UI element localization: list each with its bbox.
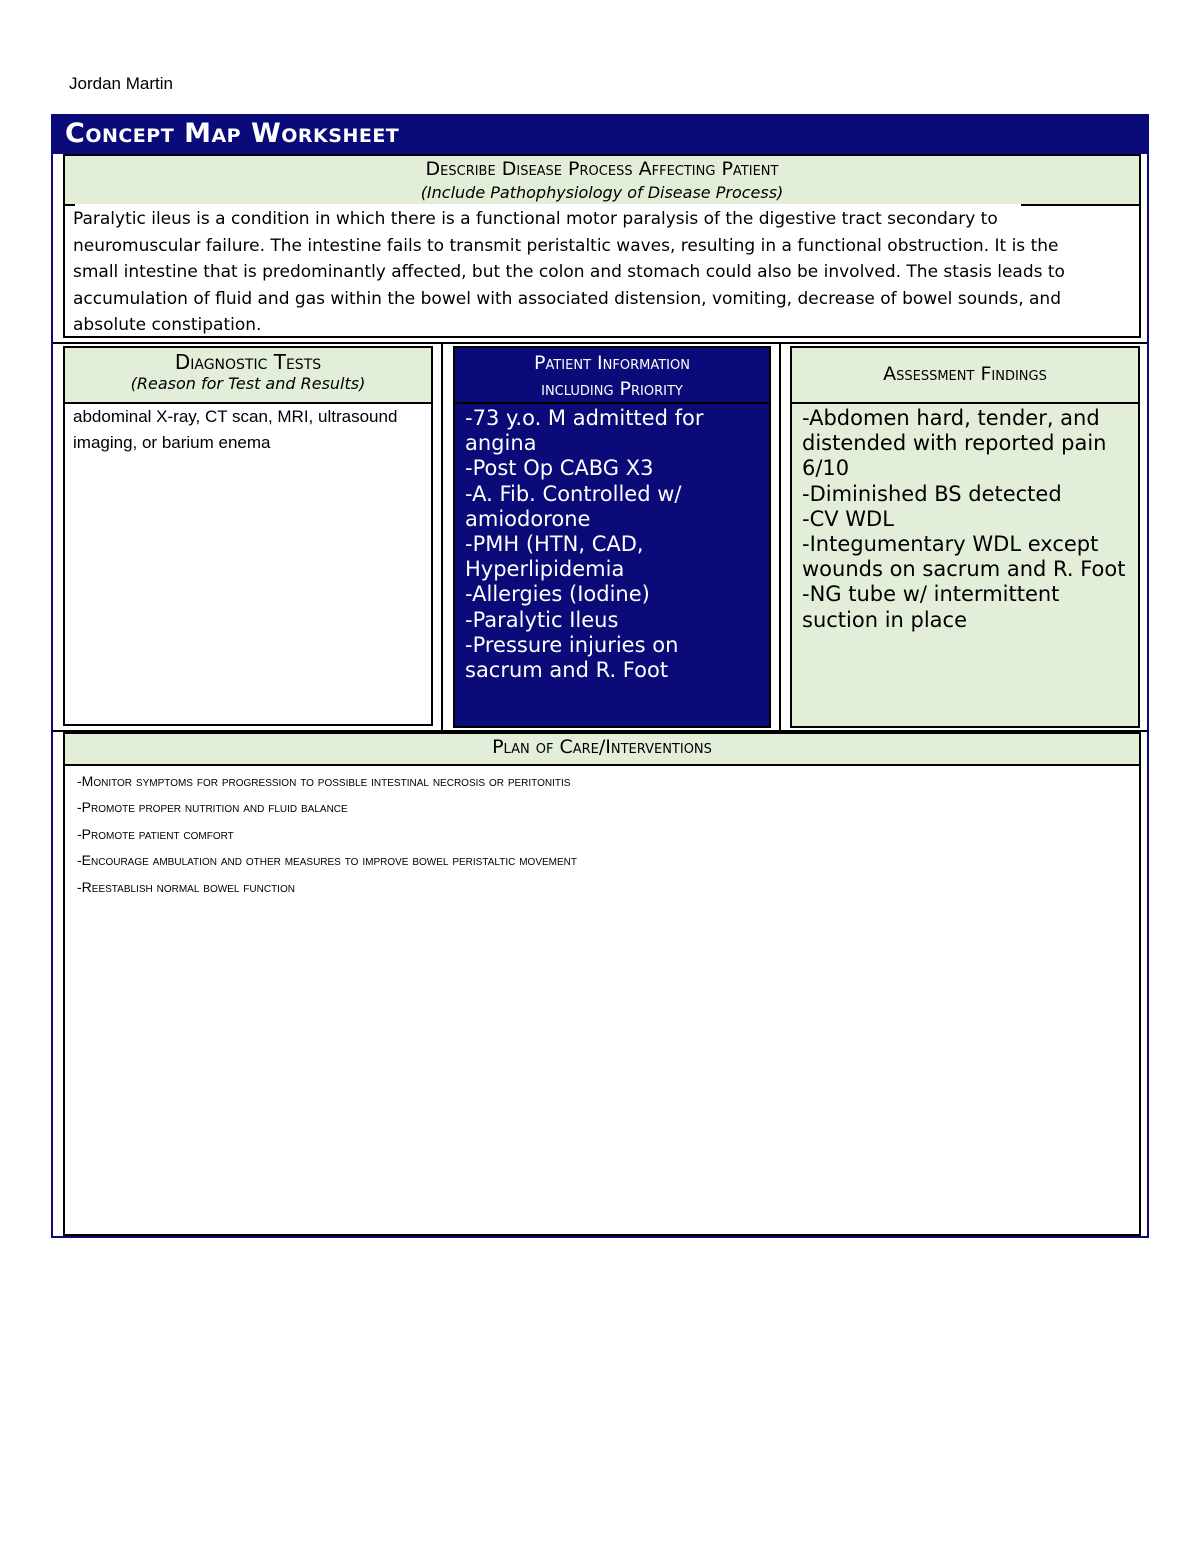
column-divider (779, 344, 781, 730)
list-item: -Pressure injuries on sacrum and R. Foot (465, 632, 679, 683)
plan-content-box (63, 764, 1141, 1236)
list-item: -Promote patient comfort (77, 825, 234, 842)
list-item: -Integumentary WDL except wounds on sacrum and R. Foot (802, 532, 1126, 582)
list-item: -Reestablish normal bowel function (77, 878, 295, 895)
list-item: -73 y.o. M admitted for angina (465, 406, 704, 456)
assessment-heading: Assessment Findings (883, 363, 1047, 385)
plan-heading: Plan of Care/Interventions (492, 736, 712, 758)
author-name: Jordan Martin (69, 74, 173, 93)
diagnostic-results: abdominal X-ray, CT scan, MRI, ultrasound imaging, or barium enema (73, 407, 398, 452)
diagnostic-content-box (63, 402, 433, 726)
list-item: -Encourage ambulation and other measures to improve bowel peristaltic movement (77, 852, 577, 869)
concept-map-worksheet (51, 114, 1149, 1238)
assessment-box (790, 346, 1140, 728)
plan-header (63, 732, 1141, 766)
disease-subheading: (Include Pathophysiology of Disease Process) (420, 183, 784, 202)
assessment-list (802, 406, 1132, 633)
column-divider (441, 344, 443, 730)
patient-info-list (465, 406, 755, 683)
list-item: -CV WDL (802, 506, 894, 531)
list-item: -NG tube w/ intermittent suction in place (802, 582, 1060, 632)
list-item: -Monitor symptoms for progression to possible intestinal necrosis or peritonitis (77, 773, 571, 789)
diagnostic-header (63, 346, 433, 404)
list-item: -A. Fib. Controlled w/ amiodorone (465, 481, 682, 531)
disease-heading: Describe Disease Process Affecting Patient (425, 158, 779, 180)
list-item: -PMH (HTN, CAD, Hyperlipidemia (465, 532, 644, 582)
disease-header (63, 154, 1141, 204)
patient-info-heading-line2: including Priority (541, 378, 683, 400)
list-item: -Post Op CABG X3 (465, 456, 654, 481)
list-item: -Paralytic Ileus (465, 607, 619, 632)
patient-info-box (453, 346, 771, 728)
title-bar (53, 116, 1147, 154)
worksheet-title: Concept Map Worksheet (65, 118, 400, 149)
list-item: -Diminished BS detected (802, 481, 1062, 506)
section-divider (53, 342, 1147, 344)
divider (455, 402, 771, 404)
divider (792, 402, 1140, 404)
list-item: -Allergies (Iodine) (465, 582, 650, 607)
patient-info-heading-line1: Patient Information (534, 352, 690, 374)
list-item: -Promote proper nutrition and fluid balance (77, 799, 348, 816)
plan-list (77, 768, 1117, 900)
list-item: -Abdomen hard, tender, and distended with reported pain 6/10 (802, 406, 1107, 481)
diagnostic-subheading: (Reason for Test and Results) (130, 374, 366, 393)
disease-description: Paralytic ileus is a condition in which there is a functional motor paralysis of the digestive tract secondary to neuromuscular failure. The intestine fails to transmit peristaltic waves, resulting in a functional obstruction. It is the small intestine that is predominantly affected, but the colon and stomach could also be involved. The stasis leads to accumulation of fluid and gas within the bowel with associated distension, vomiting, decrease of bowel sounds, and absolute constipation. (73, 209, 1065, 335)
diagnostic-heading: Diagnostic Tests (174, 350, 322, 374)
